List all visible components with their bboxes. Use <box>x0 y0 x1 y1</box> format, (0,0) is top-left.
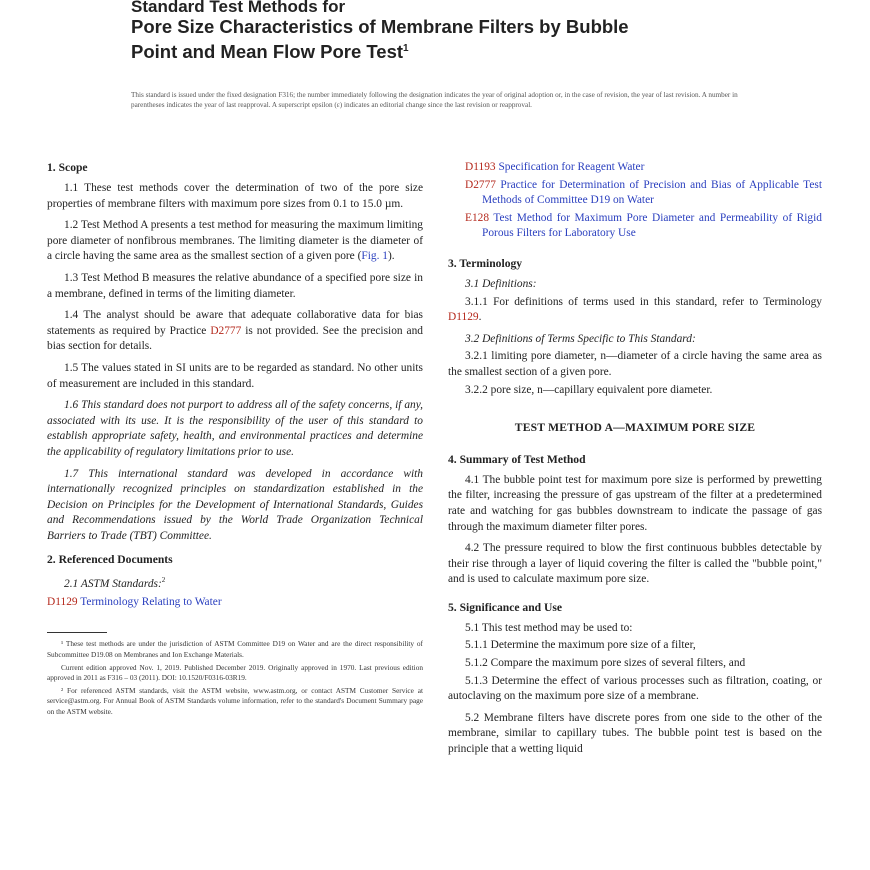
header-line-2: Pore Size Characteristics of Membrane Filters by Bubble <box>131 16 629 37</box>
para-1-7: 1.7 This international standard was developed in accordance with internationally recognized principles on standardization established in the Decision on Principles for the Development of International Standards, Guides and Recommendations issued by the World Trade Organization Technical Barriers to Trade (TBT) Committee. <box>47 467 423 542</box>
e128-code-link[interactable]: E128 <box>465 211 490 224</box>
footnote-1: ¹ These test methods are under the jurisdiction of ASTM Committee D19 on Water and are the direct responsibility of Subcommittee D19.08 on Membranes and Ion Exchange Materials. <box>47 639 423 659</box>
para-1-6: 1.6 This standard does not purport to address all of the safety concerns, if any, associated with its use. It is the responsibility of the user of this standard to establish appropriate safety, health, and environmental practices and determine the applicability of regulatory limitations prior to use. <box>47 399 423 458</box>
document-header <box>131 0 751 63</box>
section-3-heading: 3. Terminology <box>448 256 523 270</box>
ref-d2777 <box>465 178 822 209</box>
d1193-code-link[interactable]: D1193 <box>465 161 496 173</box>
d1193-title-link[interactable]: Specification for Reagent Water <box>495 161 645 173</box>
method-a-heading: TEST METHOD A—MAXIMUM PORE SIZE <box>514 421 756 435</box>
designation-notice: This standard is issued under the fixed designation F316; the number immediately following the designation indicates the year of original adoption or, in the case of revision, the year of last revision. A number in parentheses indicates the year of last reapproval. A superscript epsilon (ε) indicates an editorial change since the last revision or reapproval. <box>131 91 738 109</box>
d1129-title-link[interactable]: Terminology Relating to Water <box>77 595 222 608</box>
para-5-1-1: 5.1.1 Determine the maximum pore size of a filter, <box>465 639 696 652</box>
footnote-2: ² For referenced ASTM standards, visit the ASTM website, www.astm.org, or contact ASTM Customer Service at service@astm.org. For Annual Book of ASTM Standards volume information, refer to the standard's Document Summary page on the ASTM website. <box>47 686 423 716</box>
fig-1-link[interactable]: Fig. 1 <box>361 250 388 263</box>
e128-title-link[interactable]: Test Method for Maximum Pore Diameter and Permeability of Rigid Porous Filters for Laboratory Use <box>482 211 822 240</box>
d1129-code-link[interactable]: D1129 <box>47 595 78 608</box>
footnote-ref-2[interactable]: 2 <box>161 576 166 585</box>
para-3-2: 3.2 Definitions of Terms Specific to This Standard: <box>465 332 696 345</box>
para-4-1: 4.1 The bubble point test for maximum pore size is performed by prewetting the filter, increasing the pressure of gas upstream of the filter at a predetermined rate and watching for gas bubbles downstream to indicate the passage of gas through the maximum diameter filter pores. <box>448 473 822 533</box>
right-column <box>448 160 822 764</box>
para-5-1-3: 5.1.3 Determine the effect of various processes such as filtration, coating, or autoclaving on the maximum pore size of a membrane. <box>448 674 822 703</box>
para-3-1-1: 3.1.1 For definitions of terms used in this standard, refer to Terminology D1129. <box>448 295 822 324</box>
section-1-heading: 1. Scope <box>47 161 88 174</box>
para-4-2: 4.2 The pressure required to blow the first continuous bubbles detectable by their rise through a layer of liquid covering the filter is called the "bubble point," and is used to calculate maximum pore size. <box>448 542 822 586</box>
header-line-1: Standard Test Methods for <box>131 0 346 16</box>
footnote-ref-1[interactable]: 1 <box>403 43 409 54</box>
section-2-heading: 2. Referenced Documents <box>47 553 173 567</box>
header-line-3: Point and Mean Flow Pore Test$^1$ <box>131 41 409 63</box>
d2777-link[interactable]: D2777 <box>210 324 242 337</box>
para-3-2-2: 3.2.2 pore size, n—capillary equivalent pore diameter. <box>465 383 713 396</box>
ref-d1193 <box>465 160 822 176</box>
para-5-1: 5.1 This test method may be used to: <box>465 621 633 634</box>
footnote-edition: Current edition approved Nov. 1, 2019. Published December 2019. Originally approved in 1970. Last previous edition approved in 2011 as F316 – 03 (2011). DOI: 10.1520/F0316-03R19. <box>47 662 423 683</box>
section-5-heading: 5. Significance and Use <box>448 600 563 614</box>
para-1-2: 1.2 Test Method A presents a test method for measuring the maximum limiting pore diameter of nonfibrous membranes. The limiting diameter is the diameter of a circle having the same area as the smallest section of a given pore (Fig. 1). <box>47 219 423 263</box>
d2777-code-link[interactable]: D2777 <box>465 178 497 191</box>
para-1-5: 1.5 The values stated in SI units are to be regarded as standard. No other units of measurement are included in this standard. <box>47 361 423 390</box>
para-3-2-1: 3.2.1 limiting pore diameter, n—diameter of a circle having the same area as the smallest section of a given pore. <box>448 350 822 378</box>
para-1-4: 1.4 The analyst should be aware that adequate collaborative data for bias statements as required by Practice D2777 is not provided. See the precision and bias section for details. <box>47 309 423 353</box>
para-1-1: 1.1 These test methods cover the determination of two of the pore size properties of membrane filters with maximum pore sizes from 0.1 to 15.0 µm. <box>47 182 423 210</box>
d1129-term-link[interactable]: D1129 <box>448 311 479 324</box>
footnote-divider <box>47 632 107 633</box>
section-4-heading: 4. Summary of Test Method <box>448 452 586 466</box>
d2777-title-link[interactable]: Practice for Determination of Precision and Bias of Applicable Test Methods of Committee D19 on Water <box>482 178 822 207</box>
ref-d1129 <box>47 595 423 611</box>
para-5-1-2: 5.1.2 Compare the maximum pore sizes of several filters, and <box>465 657 746 670</box>
para-1-3: 1.3 Test Method B measures the relative abundance of a specified pore size in a membrane, defined in terms of the limiting diameter. <box>47 271 423 300</box>
para-2-1: 2.1 ASTM Standards:$^2$ <box>64 576 166 591</box>
para-3-1: 3.1 Definitions: <box>465 277 537 290</box>
left-column <box>47 160 423 720</box>
ref-e128 <box>465 211 822 242</box>
para-5-2: 5.2 Membrane filters have discrete pores from one side to the other of the membrane, similar to capillary tubes. The bubble point test is based on the principle that a wetting liquid <box>448 711 822 756</box>
